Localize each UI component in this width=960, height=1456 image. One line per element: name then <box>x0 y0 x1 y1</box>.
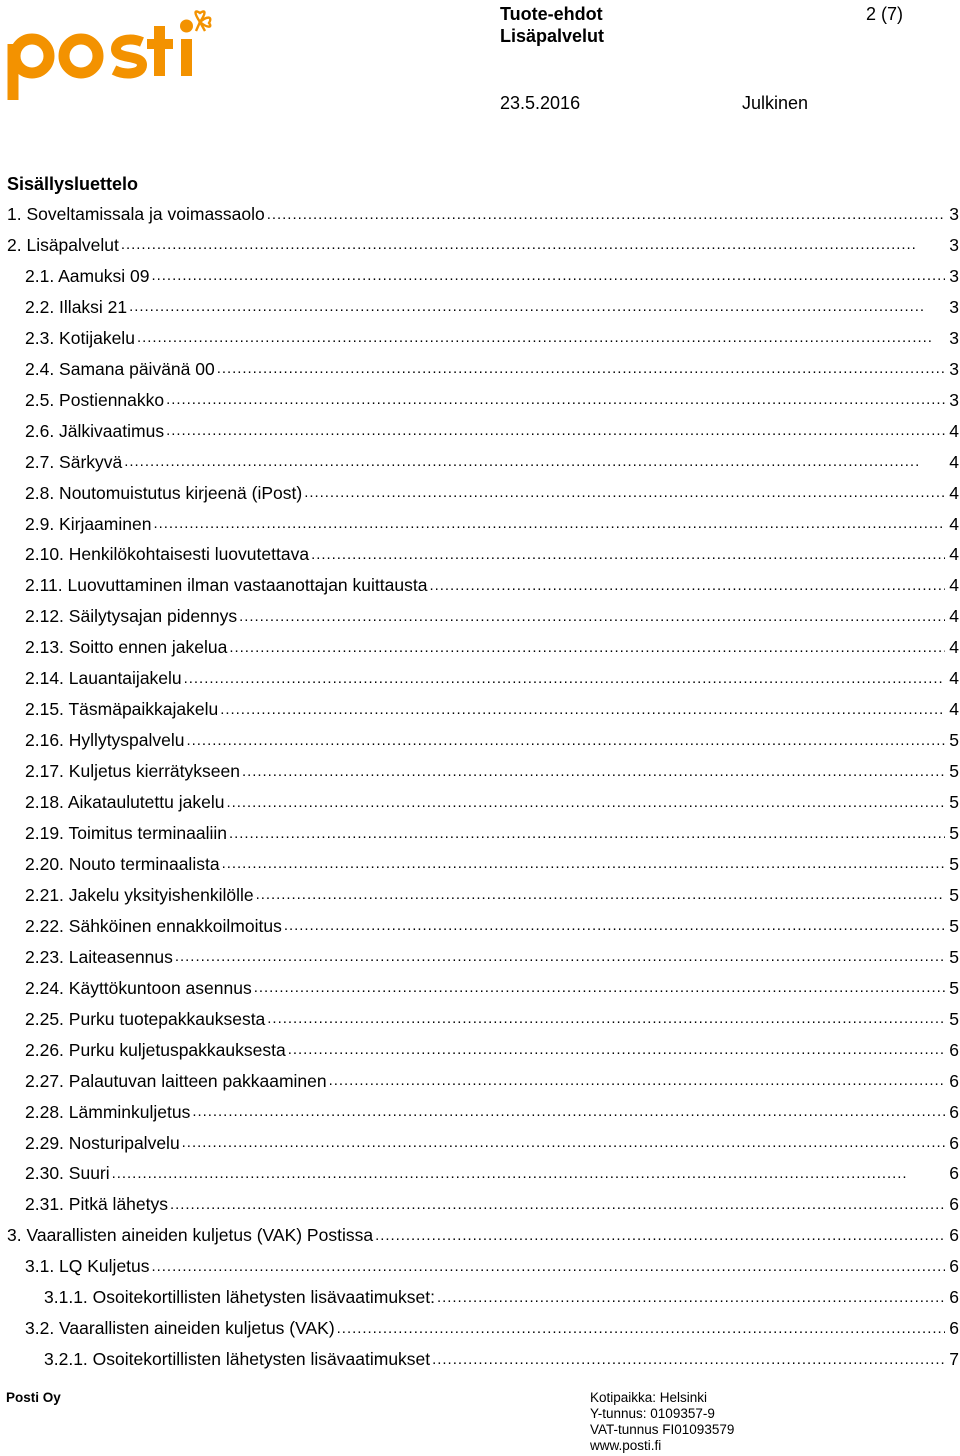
toc-leader-dots <box>152 1257 945 1277</box>
toc-entry-label: 2.12. Säilytysajan pidennys <box>25 606 238 627</box>
toc-leader-dots <box>437 1288 945 1308</box>
toc-entry-label: 2.23. Laiteasennus <box>25 946 173 967</box>
toc-entry[interactable] <box>25 447 960 478</box>
toc-entry-label: 2.24. Käyttökuntoon asennus <box>25 977 252 998</box>
toc-leader-dots <box>170 1195 945 1215</box>
document-subtitle: Lisäpalvelut <box>500 26 605 46</box>
toc-entry-page: 5 <box>949 853 959 874</box>
toc-entry[interactable] <box>25 756 960 787</box>
toc-entry[interactable] <box>25 880 960 911</box>
toc-entry-label: 2.6. Jälkivaatimus <box>25 420 165 441</box>
toc-entry-label: 2.3. Kotijakelu <box>25 327 135 348</box>
toc-entry-page: 4 <box>949 420 959 441</box>
toc-entry-page: 5 <box>949 1008 959 1029</box>
toc-entry-page: 5 <box>949 977 959 998</box>
toc-entry[interactable] <box>25 1128 960 1159</box>
toc-entry[interactable] <box>25 1158 960 1189</box>
toc-entry[interactable] <box>44 1344 960 1375</box>
toc-leader-dots <box>187 731 945 751</box>
toc-entry-page: 5 <box>949 915 959 936</box>
toc-entry-label: 2.30. Suuri <box>25 1163 110 1184</box>
toc-entry-page: 6 <box>949 1318 959 1339</box>
toc-leader-dots <box>254 978 945 998</box>
toc-entry-label: 3.1. LQ Kuljetus <box>25 1256 150 1277</box>
toc-entry-page: 3 <box>949 327 959 348</box>
toc-leader-dots <box>124 452 945 472</box>
toc-entry[interactable] <box>25 323 960 354</box>
toc-entry[interactable] <box>25 1189 960 1220</box>
domicile: Kotipaikka: Helsinki <box>590 1390 708 1405</box>
toc-leader-dots <box>121 235 945 255</box>
toc-leader-dots <box>284 916 945 936</box>
toc-leader-dots <box>267 1009 945 1029</box>
toc-entry-label: 2.21. Jakelu yksityishenkilölle <box>25 884 254 905</box>
toc-entry[interactable] <box>25 1097 960 1128</box>
toc-leader-dots <box>288 1040 945 1060</box>
toc-entry[interactable] <box>25 354 960 385</box>
toc-entry-page: 4 <box>949 513 959 534</box>
toc-entry[interactable] <box>25 539 960 570</box>
toc-leader-dots <box>432 1350 945 1370</box>
footer-company-info <box>590 1390 734 1454</box>
toc-entry-label: 2.8. Noutomuistutus kirjeenä (iPost) <box>25 482 303 503</box>
toc-entry-page: 4 <box>949 451 959 472</box>
toc-entry[interactable] <box>7 1220 960 1251</box>
toc-entry-page: 6 <box>949 1163 959 1184</box>
footer-company <box>6 1390 61 1406</box>
toc-entry-page: 6 <box>949 1070 959 1091</box>
toc-entry[interactable] <box>25 385 960 416</box>
toc-entry-page: 5 <box>949 946 959 967</box>
toc-entry-page: 3 <box>949 265 959 286</box>
toc-leader-dots <box>311 545 945 565</box>
toc-entry-page: 6 <box>949 1132 959 1153</box>
toc-leader-dots <box>175 947 945 967</box>
document-classification: Julkinen <box>742 93 809 113</box>
toc-entry-label: 2.14. Lauantaijakelu <box>25 668 182 689</box>
toc-entry[interactable] <box>25 292 960 323</box>
toc-entry-label: 2.4. Samana päivänä 00 <box>25 358 215 379</box>
toc-entry-page: 7 <box>949 1349 959 1370</box>
toc-entry[interactable] <box>25 911 960 942</box>
toc-entry[interactable] <box>25 818 960 849</box>
toc-entry-page: 4 <box>949 699 959 720</box>
toc-entry-page: 4 <box>949 606 959 627</box>
toc-entry-page: 6 <box>949 1039 959 1060</box>
toc-entry[interactable] <box>25 416 960 447</box>
company-name: Posti Oy <box>6 1390 61 1405</box>
toc-entry-page: 4 <box>949 482 959 503</box>
toc-entry[interactable] <box>25 1035 960 1066</box>
toc-entry-label: 2.25. Purku tuotepakkauksesta <box>25 1008 266 1029</box>
toc-entry-page: 3 <box>949 389 959 410</box>
toc-entry-label: 2.19. Toimitus terminaaliin <box>25 823 227 843</box>
toc-entry[interactable] <box>25 632 960 663</box>
toc-entry-label: 2.31. Pitkä lähetys <box>25 1194 168 1215</box>
toc-entry-page: 3 <box>949 204 959 224</box>
page-number: 2 (7) <box>866 4 904 24</box>
toc-leader-dots <box>129 297 945 317</box>
toc-entry-label: 2.11. Luovuttaminen ilman vastaanottajan kuittausta <box>25 575 428 596</box>
document-date: 23.5.2016 <box>500 93 581 113</box>
website-link[interactable]: www.posti.fi <box>590 1438 662 1453</box>
vat-id: VAT-tunnus FI01093579 <box>590 1422 735 1437</box>
toc-leader-dots <box>242 762 945 782</box>
toc-entry-page: 3 <box>949 296 959 317</box>
toc-entry-label: 2.9. Kirjaaminen <box>25 513 152 534</box>
toc-leader-dots <box>166 421 945 441</box>
toc-entry-label: 3.2.1. Osoitekortillisten lähetysten lisävaatimukset <box>44 1349 431 1370</box>
toc-leader-dots <box>184 669 945 689</box>
toc-entry[interactable] <box>25 570 960 601</box>
toc-entry-label: 2.16. Hyllytyspalvelu <box>25 730 185 751</box>
toc-leader-dots <box>267 205 945 225</box>
toc-leader-dots <box>182 1133 945 1153</box>
toc-entry-page: 6 <box>949 1256 959 1277</box>
toc-entry-label: 2.20. Nouto terminaalista <box>25 853 220 874</box>
toc-leader-dots <box>222 854 945 874</box>
toc-entry-page: 5 <box>949 730 959 751</box>
toc-entry-page: 5 <box>949 761 959 782</box>
toc-entry-page: 4 <box>949 575 959 596</box>
toc-entry[interactable] <box>25 694 960 725</box>
toc-leader-dots <box>229 824 945 844</box>
toc-entry-label: 3.2. Vaarallisten aineiden kuljetus (VAK) <box>25 1318 335 1339</box>
toc-entry[interactable] <box>25 725 960 756</box>
toc-entry-page: 3 <box>949 234 959 255</box>
toc-entry-page: 5 <box>949 823 959 843</box>
toc-entry-label: 2.28. Lämminkuljetus <box>25 1101 191 1122</box>
toc-entry-label: 2.10. Henkilökohtaisesti luovutettava <box>25 544 310 565</box>
toc-entry[interactable] <box>25 1066 960 1097</box>
toc-entry[interactable] <box>7 230 960 261</box>
toc-entry-label: 2.18. Aikataulutettu jakelu <box>25 792 225 813</box>
toc-leader-dots <box>217 359 945 379</box>
toc-entry-label: 2.22. Sähköinen ennakkoilmoitus <box>25 915 282 936</box>
toc-leader-dots <box>304 483 945 503</box>
toc-entry[interactable] <box>7 199 960 230</box>
toc-entry-label: 3.1.1. Osoitekortillisten lähetysten lisävaatimukset: <box>44 1287 436 1308</box>
toc-leader-dots <box>152 266 945 286</box>
toc-entry-page: 4 <box>949 544 959 565</box>
toc-leader-dots <box>329 1071 945 1091</box>
toc-entry[interactable] <box>25 663 960 694</box>
toc-entry-label: 2.27. Palautuvan laitteen pakkaaminen <box>25 1070 327 1091</box>
toc-entry-label: 2.13. Soitto ennen jakelua <box>25 637 228 658</box>
toc-entry[interactable] <box>25 509 960 540</box>
toc-entry[interactable] <box>25 1004 960 1035</box>
toc-entry-page: 6 <box>949 1194 959 1215</box>
toc-entry[interactable] <box>25 601 960 632</box>
toc-entry-label: 2. Lisäpalvelut <box>7 234 119 255</box>
toc-leader-dots <box>112 1164 945 1184</box>
toc-leader-dots <box>256 885 945 905</box>
document-title: Tuote-ehdot <box>500 4 603 24</box>
toc-entry-label: 2.5. Postiennakko <box>25 389 165 410</box>
toc-entry[interactable] <box>25 942 960 973</box>
toc-entry-page: 5 <box>949 792 959 813</box>
toc-entry-label: 2.1. Aamuksi 09 <box>25 265 150 286</box>
toc-entry-page: 5 <box>949 884 959 905</box>
toc-entry-label: 2.26. Purku kuljetuspakkauksesta <box>25 1039 286 1060</box>
toc-entry[interactable] <box>25 478 960 509</box>
toc-entry-page: 6 <box>949 1225 959 1246</box>
toc-leader-dots <box>429 576 945 596</box>
toc-entry[interactable] <box>25 787 960 818</box>
toc-leader-dots <box>166 390 945 410</box>
toc-entry[interactable] <box>44 1282 960 1313</box>
toc-leader-dots <box>239 607 945 627</box>
business-id: Y-tunnus: 0109357-9 <box>590 1406 715 1421</box>
toc-entry-label: 2.7. Särkyvä <box>25 451 123 472</box>
toc-entry-label: 2.17. Kuljetus kierrätykseen <box>25 761 240 782</box>
toc-entry[interactable] <box>25 261 960 292</box>
toc-entry-label: 2.2. Illaksi 21 <box>25 296 128 317</box>
toc-leader-dots <box>153 514 945 534</box>
toc-leader-dots <box>375 1226 945 1246</box>
toc-leader-dots <box>337 1319 945 1339</box>
toc-leader-dots <box>220 700 945 720</box>
toc-heading: Sisällysluettelo <box>7 174 139 194</box>
toc-entry-page: 6 <box>949 1101 959 1122</box>
toc-entry-page: 4 <box>949 637 959 658</box>
posti-logo <box>4 4 216 104</box>
toc-entry-label: 3. Vaarallisten aineiden kuljetus (VAK) Postissa <box>7 1225 374 1246</box>
toc-entry-page: 3 <box>949 358 959 379</box>
toc-entry-label: 2.15. Täsmäpaikkajakelu <box>25 699 219 720</box>
toc-entry[interactable] <box>25 1313 960 1344</box>
toc-entry-page: 4 <box>949 668 959 689</box>
toc-leader-dots <box>226 793 945 813</box>
toc-entry-page: 6 <box>949 1287 959 1308</box>
toc-leader-dots <box>229 638 945 658</box>
toc-entry-label: 1. Soveltamissala ja voimassaolo <box>7 204 265 224</box>
toc-leader-dots <box>137 328 945 348</box>
toc-entry[interactable] <box>25 849 960 880</box>
toc-leader-dots <box>192 1102 945 1122</box>
toc-entry-label: 2.29. Nosturipalvelu <box>25 1132 180 1153</box>
toc-entry[interactable] <box>25 1251 960 1282</box>
toc-entry[interactable] <box>25 973 960 1004</box>
